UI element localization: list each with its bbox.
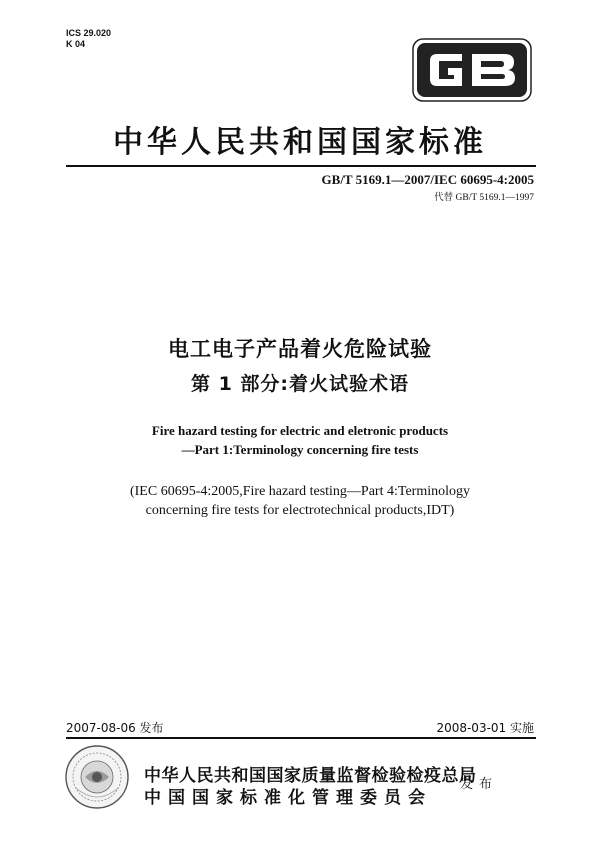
ics-code: ICS 29.020 <box>66 28 112 38</box>
standard-code: GB/T 5169.1—2007/IEC 60695-4:2005 <box>321 172 534 187</box>
implementation-date: 2008-03-01 实施 <box>436 721 534 735</box>
iec-equivalence-line2: concerning fire tests for electrotechnical products,IDT) <box>145 503 455 518</box>
document-title-cn-line2: 第 1 部分:着火试验术语 <box>190 373 410 395</box>
ccs-code: K 04 <box>66 39 86 49</box>
issue-label: 发布 <box>460 777 499 792</box>
header-divider <box>66 165 536 167</box>
issuer-aqsiq: 中华人民共和国国家质量监督检验检疫总局 <box>144 766 477 786</box>
iec-equivalence-line1: (IEC 60695-4:2005,Fire hazard testing—Part 4:Terminology <box>129 484 470 499</box>
document-title-en-line1: Fire hazard testing for electric and eletronic products <box>151 423 449 438</box>
national-standard-title: 中华人民共和国国家标准 <box>113 125 487 160</box>
issuer-sac: 中国国家标准化管理委员会 <box>144 788 432 808</box>
publish-date: 2007-08-06 发布 <box>66 721 164 735</box>
classification-codes <box>66 28 111 50</box>
replaces-note: 代替 GB/T 5169.1—1997 <box>434 193 534 203</box>
document-title-en-line2: —Part 1:Terminology concerning fire tests <box>181 442 419 457</box>
document-title-cn-line1: 电工电子产品着火危险试验 <box>168 337 432 361</box>
gb-logo <box>412 38 532 102</box>
footer-divider <box>66 737 536 739</box>
seal-emblem <box>64 744 130 810</box>
